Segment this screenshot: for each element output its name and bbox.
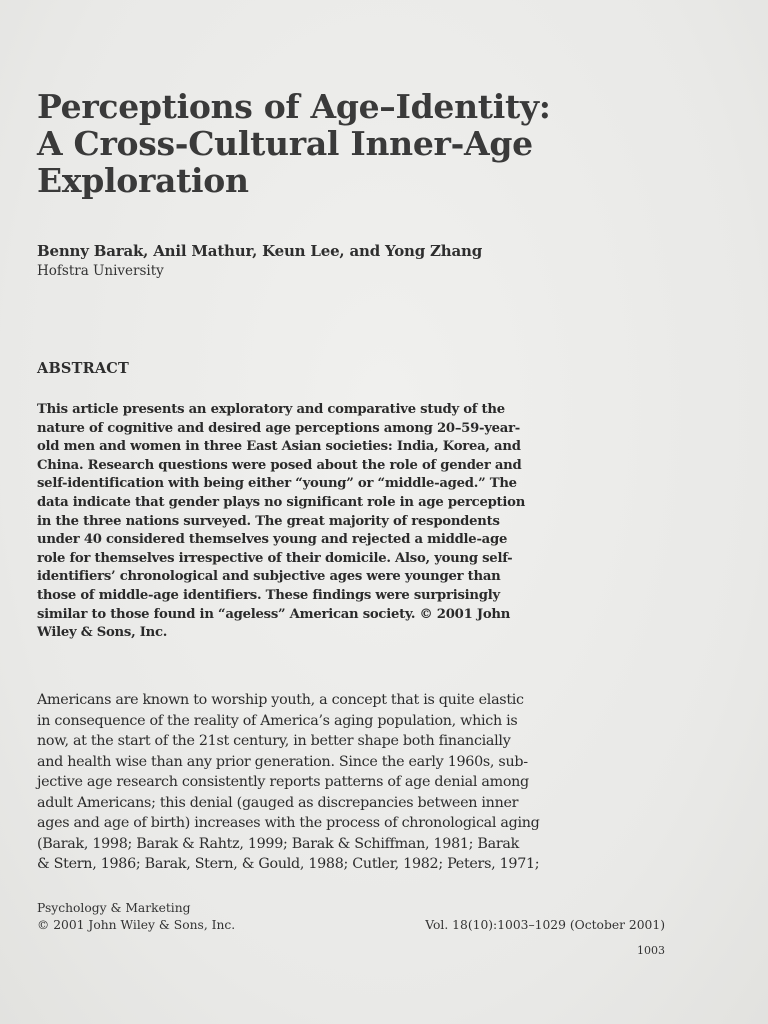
journal-name: Psychology & Marketing <box>37 901 191 915</box>
author-list: Benny Barak, Anil Mathur, Keun Lee, and Yong Zhang <box>37 242 483 260</box>
journal-volume: Vol. 18(10):1003–1029 (October 2001) <box>425 918 665 932</box>
page-number: 1003 <box>637 944 665 957</box>
author-affiliation: Hofstra University <box>37 263 164 279</box>
body-paragraph: Americans are known to worship youth, a concept that is quite elastic in consequence of the reality of America’s aging population, which is now, at the start of the 21st century, in better shape both financially and health wise than any prior generation. Since the early 1960s, sub- jective age research consistently reports patterns of age denial among adult Americans; this denial (gauged as discrepancies between inner ages and age of birth) increases with the process of chronological aging (Barak, 1998; Barak & Rahtz, 1999; Barak & Schiffman, 1981; Barak & Stern, 1986; Barak, Stern, & Gould, 1988; Cutler, 1982; Peters, 1971; <box>37 692 540 872</box>
journal-copyright: © 2001 John Wiley & Sons, Inc. <box>37 918 236 932</box>
abstract-text: This article presents an exploratory and comparative study of the nature of cognitive and desired age perceptions among 20–59-year- old men and women in three East Asian societies: India, Korea, and China. Research questions were posed about the role of gender and self-identification with being either “young” or “middle-aged.” The data indicate that gender plays no significant role in age perception in the three nations surveyed. The great majority of respondents under 40 considered themselves young and rejected a middle-age role for themselves irrespective of their domicile. Also, young self- identifiers’ chronological and subjective ages were younger than those of middle-age identifiers. These findings were surprisingly similar to those found in “ageless” American society. © 2001 John Wiley & Sons, Inc. <box>37 402 526 641</box>
abstract-heading: ABSTRACT <box>37 360 129 377</box>
article-title: Perceptions of Age–Identity: A Cross-Cultural Inner-Age Exploration <box>37 87 551 200</box>
